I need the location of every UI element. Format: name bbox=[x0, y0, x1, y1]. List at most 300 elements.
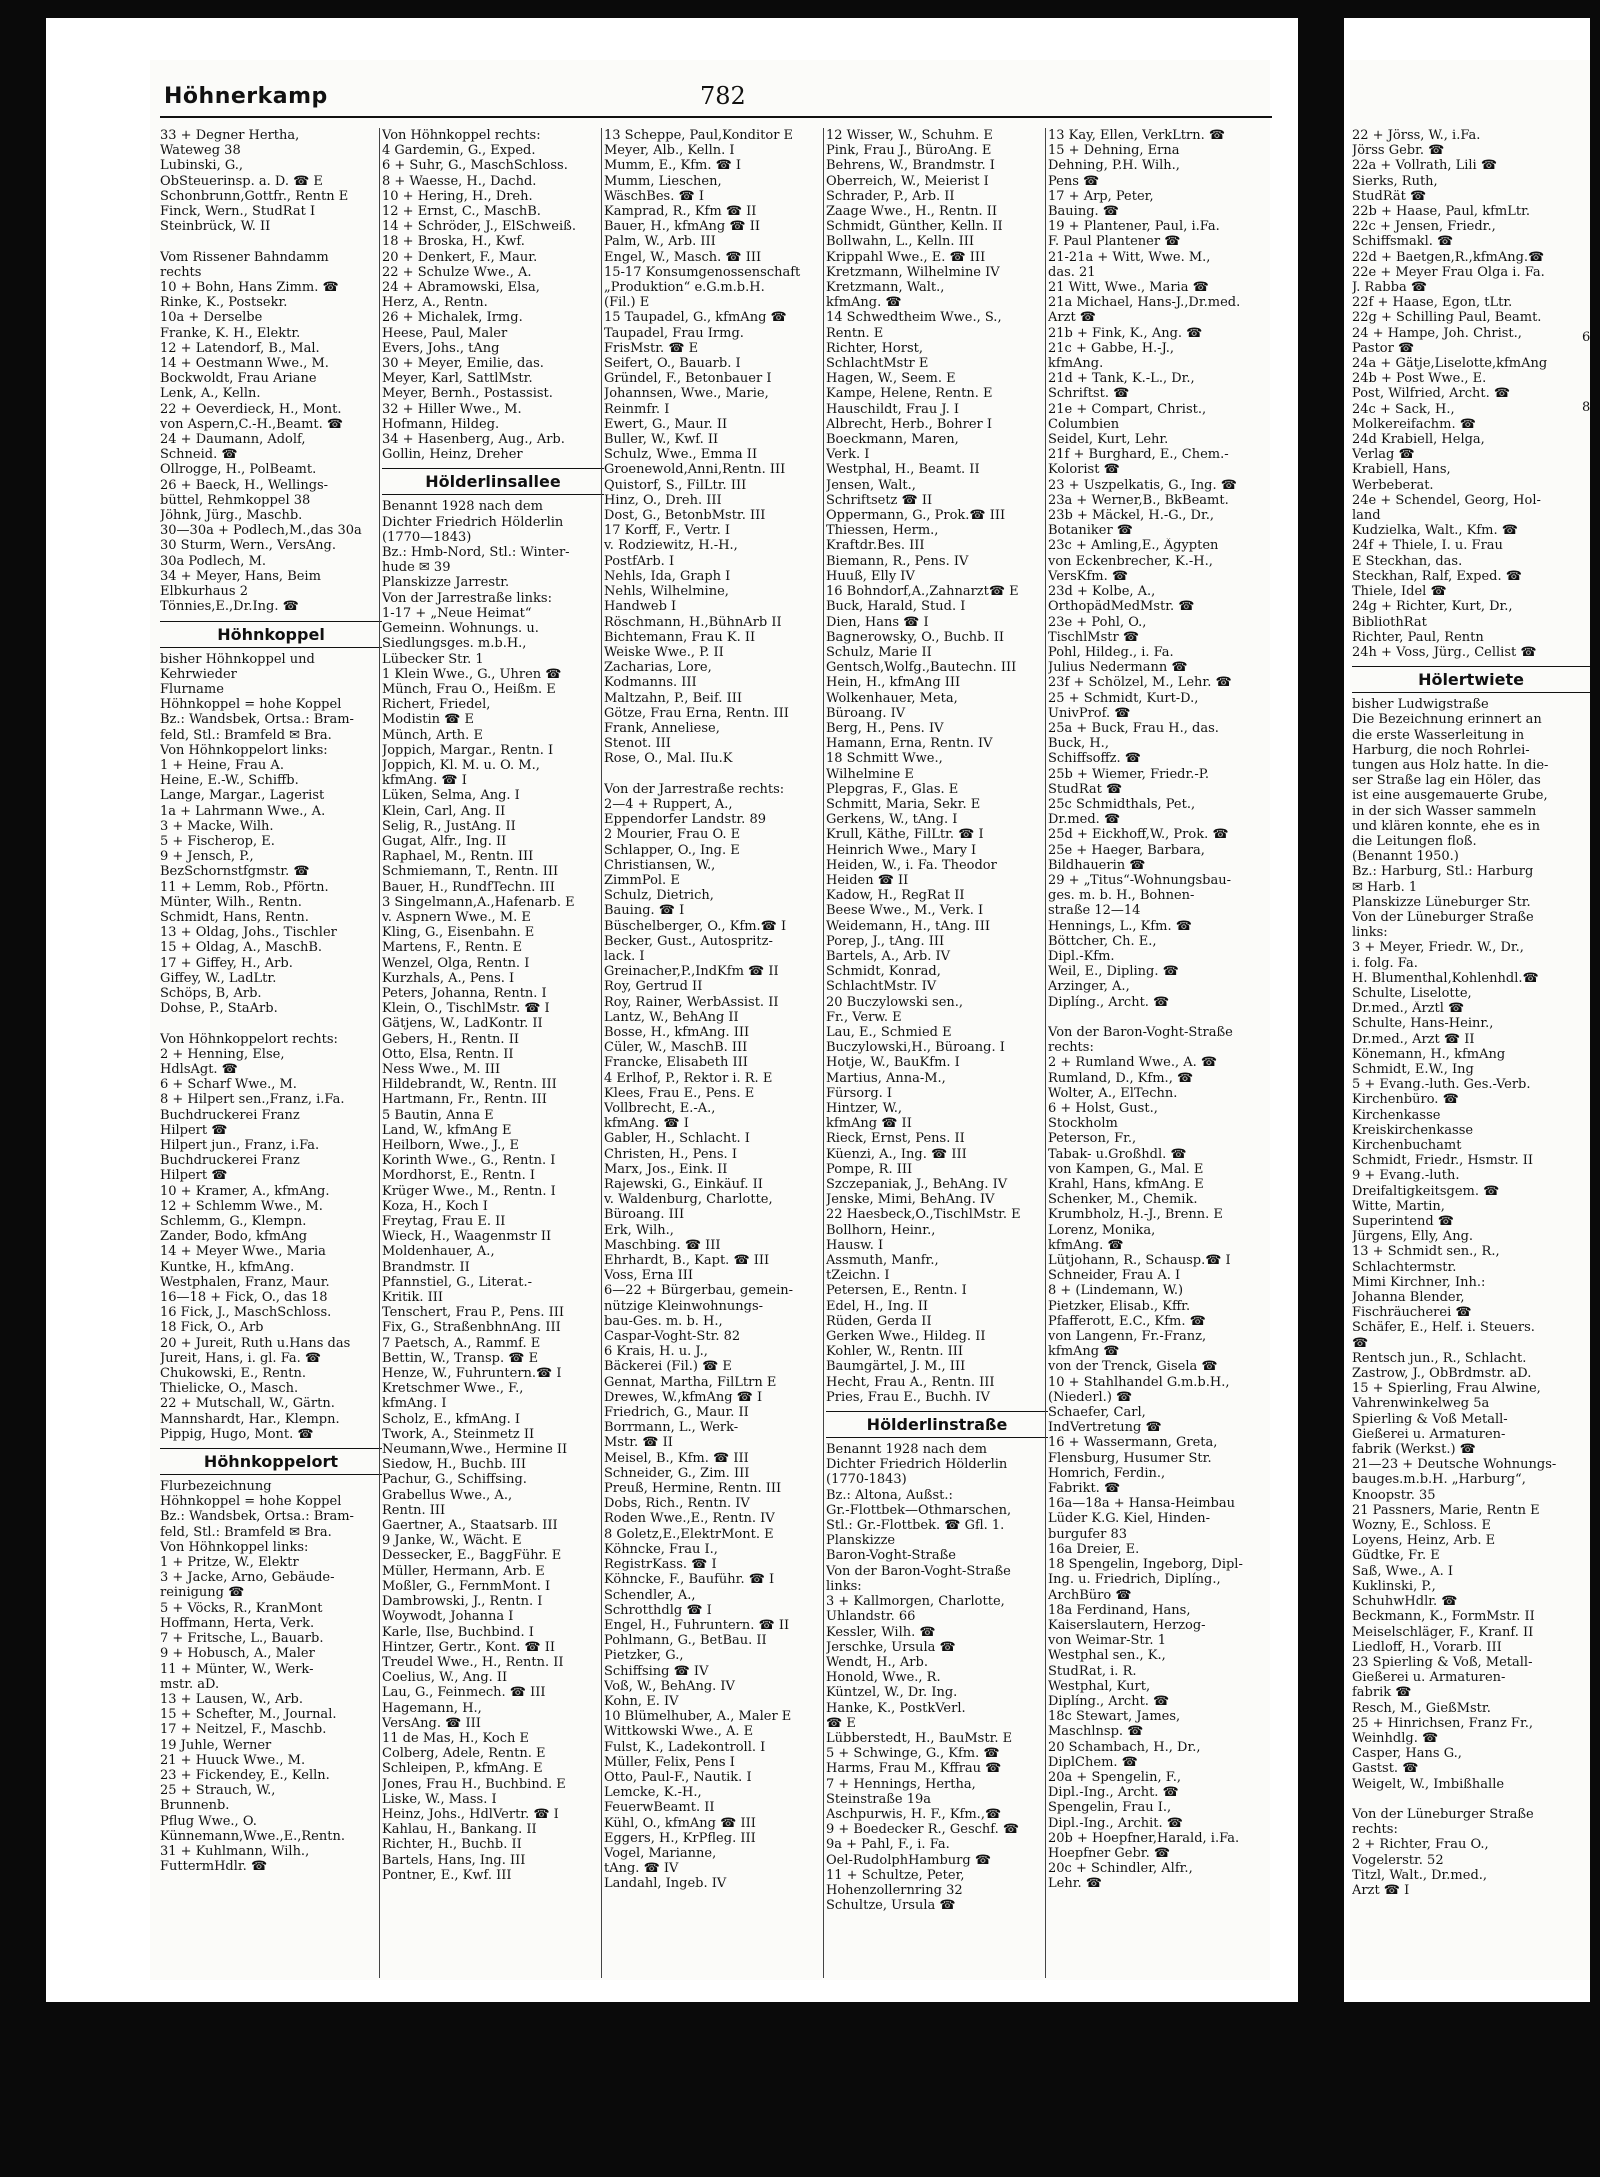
directory-entry: Richert, Friedel, bbox=[382, 697, 491, 713]
directory-entry: DiplChem. ☎ bbox=[1048, 1754, 1138, 1770]
directory-entry: Müller, Hermann, Arb. E bbox=[382, 1563, 545, 1579]
directory-entry: Tenschert, Frau P., Pens. III bbox=[382, 1305, 565, 1321]
directory-entry: Flurbezeichnung bbox=[160, 1479, 272, 1495]
directory-entry: 24d Krabiell, Helga, bbox=[1352, 432, 1485, 448]
directory-entry: 17 + Giffey, H., Arb. bbox=[160, 955, 293, 971]
directory-entry: Joppich, Margar., Rentn. I bbox=[382, 742, 554, 758]
directory-entry: 25e + Haeger, Barbara, bbox=[1048, 842, 1205, 858]
directory-entry: Lehr. ☎ bbox=[1048, 1876, 1102, 1892]
directory-entry: hude ✉ 39 bbox=[382, 560, 451, 576]
directory-entry: kfmAng. bbox=[1048, 356, 1104, 372]
directory-entry: von Weimar-Str. 1 bbox=[1048, 1633, 1166, 1649]
directory-entry: Lorenz, Monika, bbox=[1048, 1222, 1156, 1238]
directory-entry: Aschpurwis, H. F., Kfm.,☎ bbox=[826, 1806, 1002, 1822]
directory-entry: Schulz, Dietrich, bbox=[604, 888, 714, 904]
directory-entry: PostfArb. I bbox=[604, 553, 675, 569]
directory-entry: Homrich, Ferdin., bbox=[1048, 1465, 1166, 1481]
directory-entry: Dipl.-Ing., Archt. ☎ bbox=[1048, 1785, 1179, 1801]
directory-entry: Verk. I bbox=[826, 447, 870, 463]
directory-entry: 2 + Rumland Wwe., A. ☎ bbox=[1048, 1055, 1218, 1071]
directory-entry: Moldenhauer, A., bbox=[382, 1244, 495, 1260]
directory-entry: ser Straße lag ein Höler, das bbox=[1352, 773, 1541, 789]
directory-entry: kfmAng. ☎ bbox=[1048, 1237, 1124, 1253]
directory-entry: F. Paul Plantener ☎ bbox=[1048, 234, 1181, 250]
column-divider bbox=[1045, 128, 1046, 1978]
directory-entry: Modistin ☎ E bbox=[382, 712, 474, 728]
directory-entry: 9 + Evang.-luth. bbox=[1352, 1168, 1460, 1184]
directory-entry: Dost, G., BetonbMstr. III bbox=[604, 508, 766, 524]
directory-entry: Dien, Hans ☎ I bbox=[826, 614, 929, 630]
directory-entry: 6—22 + Bürgerbau, gemein- bbox=[604, 1283, 794, 1299]
directory-entry: 21b + Fink, K., Ang. ☎ bbox=[1048, 325, 1203, 341]
directory-entry: Koza, H., Koch I bbox=[382, 1198, 488, 1214]
directory-entry: kfmAng. ☎ I bbox=[604, 1116, 689, 1132]
directory-entry: Harms, Frau M., Kffrau ☎ bbox=[826, 1761, 1002, 1777]
directory-entry: Jureit, Hans, i. gl. Fa. ☎ bbox=[160, 1350, 322, 1366]
directory-entry: Wilhelmine E bbox=[826, 766, 914, 782]
directory-entry: Weidemann, H., tAng. III bbox=[826, 918, 990, 934]
directory-entry bbox=[1048, 1010, 1270, 1025]
directory-entry: Bauer, H., kfmAng ☎ II bbox=[604, 219, 760, 235]
directory-entry: Tönnies,E.,Dr.Ing. ☎ bbox=[160, 599, 299, 615]
directory-entry: 22a + Vollrath, Lili ☎ bbox=[1352, 158, 1498, 174]
directory-entry: 17 Korff, F., Vertr. I bbox=[604, 523, 731, 539]
directory-entry: Steckhan, Ralf, Exped. ☎ bbox=[1352, 568, 1522, 584]
directory-entry: Bauer, H., RundfTechn. III bbox=[382, 879, 555, 895]
directory-entry: Molkereifachm. ☎ bbox=[1352, 416, 1476, 432]
directory-entry: Vogelerstr. 52 bbox=[1352, 1852, 1444, 1868]
directory-entry: 6 + Holst, Gust., bbox=[1048, 1101, 1158, 1116]
directory-entry: in der sich Wasser sammeln bbox=[1352, 803, 1537, 819]
directory-entry: Voss, Erna III bbox=[604, 1268, 693, 1284]
directory-column-partial bbox=[1352, 128, 1590, 1898]
directory-entry: Neumann,Wwe., Hermine II bbox=[382, 1442, 568, 1458]
directory-entry: 12 + Schlemm Wwe., M. bbox=[160, 1198, 323, 1214]
directory-entry: 20 + Denkert, F., Maur. bbox=[382, 249, 538, 265]
directory-entry: Dr.med., Ärztl ☎ bbox=[1352, 1001, 1465, 1017]
directory-entry: Bz.: Altona, Außst.: bbox=[826, 1487, 953, 1503]
street-heading: Höhnkoppel bbox=[160, 621, 382, 648]
directory-entry: Bz.: Wandsbek, Ortsa.: Bram- bbox=[160, 1509, 354, 1525]
directory-entry: Kehrwieder bbox=[160, 666, 237, 682]
directory-entry: Vom Rissener Bahndamm bbox=[160, 249, 329, 265]
directory-entry: 24 + Abramowski, Elsa, bbox=[382, 280, 540, 296]
directory-entry: Lantz, W., BehAng II bbox=[604, 1009, 739, 1025]
directory-entry: Elbkurhaus 2 bbox=[160, 584, 249, 600]
directory-entry: Woywodt, Johanna I bbox=[382, 1609, 514, 1625]
directory-entry: 20c + Schindler, Alfr., bbox=[1048, 1861, 1193, 1877]
directory-entry: Gastst. ☎ bbox=[1352, 1761, 1419, 1777]
directory-entry: das. 21 bbox=[1048, 264, 1096, 280]
directory-entry: Palm, W., Arb. III bbox=[604, 234, 716, 250]
directory-entry: Gebers, H., Rentn. II bbox=[382, 1031, 519, 1047]
directory-entry: ObSteuerinsp. a. D. ☎ E bbox=[160, 173, 323, 189]
directory-entry: 26 + Michalek, Irmg. bbox=[382, 310, 523, 326]
directory-entry: Kirchenbuchamt bbox=[1352, 1138, 1462, 1153]
directory-entry: Weil, E., Dipling. ☎ bbox=[1048, 964, 1179, 980]
directory-entry: 19 Juhle, Werner bbox=[160, 1737, 272, 1753]
directory-entry: Kohler, W., Rentn. III bbox=[826, 1344, 964, 1360]
directory-entry: Berg, H., Pens. IV bbox=[826, 720, 944, 736]
directory-entry: Köhncke, F., Bauführ. ☎ I bbox=[604, 1572, 775, 1588]
directory-entry: 2—4 + Ruppert, A., bbox=[604, 796, 733, 812]
directory-entry: 13 Kay, Ellen, VerkLtrn. ☎ bbox=[1048, 128, 1226, 143]
directory-entry: Bz.: Harburg, Stl.: Harburg bbox=[1352, 864, 1534, 880]
directory-entry: Schrotthdlg ☎ I bbox=[604, 1602, 712, 1618]
directory-entry: die Leitungen floß. bbox=[1352, 833, 1477, 849]
directory-entry: Zastrow, J., ObBrdmstr. aD. bbox=[1352, 1366, 1532, 1382]
directory-entry: Brandmstr. II bbox=[382, 1259, 470, 1275]
directory-entry: Hotje, W., BauKfm. I bbox=[826, 1055, 960, 1071]
directory-entry: Heiden, W., i. Fa. Theodor bbox=[826, 857, 997, 873]
directory-entry: Von Höhnkoppelort rechts: bbox=[160, 1031, 338, 1047]
directory-entry: ges. m. b. H., Bohnen- bbox=[1048, 888, 1195, 904]
directory-entry: BibliothRat bbox=[1352, 614, 1427, 630]
directory-entry: Schulz, Marie II bbox=[826, 644, 932, 660]
directory-entry: 10 + Kramer, A., kfmAng. bbox=[160, 1183, 330, 1199]
directory-entry: feld, Stl.: Bramfeld ✉ Bra. bbox=[160, 727, 332, 743]
directory-entry: 9a + Pahl, F., i. Fa. bbox=[826, 1837, 950, 1853]
directory-entry: Pohl, Hildeg., i. Fa. bbox=[1048, 644, 1174, 660]
directory-entry: 22c + Jensen, Friedr., bbox=[1352, 219, 1496, 235]
directory-entry: Herz, A., Rentn. bbox=[382, 295, 488, 311]
directory-entry: Von Höhnkoppel links: bbox=[160, 1539, 309, 1555]
street-heading: Hölertwiete bbox=[1352, 666, 1590, 693]
directory-entry: Westphal, Kurt, bbox=[1048, 1678, 1151, 1694]
directory-entry: Dehning, P.H. Wilh., bbox=[1048, 158, 1180, 174]
directory-entry: „Produktion“ e.G.m.b.H. bbox=[604, 280, 765, 296]
directory-entry: von Kampen, G., Mal. E bbox=[1048, 1161, 1204, 1177]
directory-entry: Bäckerei (Fil.) ☎ E bbox=[604, 1359, 732, 1375]
directory-entry: Roy, Rainer, WerbAssist. II bbox=[604, 994, 779, 1010]
directory-entry: Siedlungsges. m.b.H., bbox=[382, 636, 527, 652]
directory-entry: büttel, Rehmkoppel 38 bbox=[160, 492, 311, 508]
directory-entry: Götze, Frau Erna, Rentn. III bbox=[604, 705, 789, 721]
directory-entry: Lau, E., Schmied E bbox=[826, 1024, 952, 1040]
directory-entry: Landahl, Ingeb. IV bbox=[604, 1876, 727, 1892]
directory-entry: Schmidt, Friedr., Hsmstr. II bbox=[1352, 1153, 1533, 1169]
directory-entry: Kampe, Helene, Rentn. E bbox=[826, 386, 993, 402]
directory-entry: bauges.m.b.H. „Harburg“, bbox=[1352, 1472, 1526, 1488]
directory-entry: Meiselschläger, F., Kranf. II bbox=[1352, 1624, 1534, 1640]
directory-entry: mstr. aD. bbox=[160, 1676, 220, 1692]
directory-entry: OrthopädMedMstr. ☎ bbox=[1048, 599, 1195, 615]
directory-entry: Hofmann, Hildeg. bbox=[382, 416, 500, 432]
directory-entry: 4 Erlhof, P., Rektor i. R. E bbox=[604, 1070, 773, 1086]
directory-entry: 14 + Oestmann Wwe., M. bbox=[160, 356, 329, 372]
directory-entry: Friedrich, G., Maur. II bbox=[604, 1405, 749, 1421]
directory-column bbox=[604, 128, 826, 1988]
directory-entry: Maschlnsp. ☎ bbox=[1048, 1724, 1144, 1740]
directory-entry: Schmidt, Hans, Rentn. bbox=[160, 909, 309, 925]
directory-entry: Ness Wwe., M. III bbox=[382, 1061, 501, 1077]
directory-entry: Heine, E.-W., Schiffb. bbox=[160, 773, 299, 789]
directory-entry: 18 Fick, O., Arb bbox=[160, 1320, 264, 1336]
directory-entry: kfmAng ☎ bbox=[1048, 1344, 1120, 1360]
directory-entry: Wendt, H., Arb. bbox=[826, 1654, 928, 1670]
directory-entry: Schaefer, Carl, bbox=[1048, 1405, 1146, 1421]
directory-entry: Dichter Friedrich Hölderlin bbox=[382, 514, 564, 530]
directory-entry: Dambrowski, J., Rentn. I bbox=[382, 1594, 543, 1610]
book-gutter bbox=[1298, 0, 1344, 2010]
directory-entry: und klären konnte, ehe es in bbox=[1352, 818, 1540, 834]
directory-entry: Schmidt, Konrad, bbox=[826, 964, 941, 980]
directory-entry: Pontner, E., Kwf. III bbox=[382, 1867, 512, 1883]
directory-entry: Bartels, A., Arb. IV bbox=[826, 948, 951, 964]
directory-entry: Höhnkoppel = hohe Koppel bbox=[160, 1494, 342, 1510]
directory-entry: Kritik. III bbox=[382, 1290, 444, 1306]
directory-entry: 9 + Boedecker R., Geschf. ☎ bbox=[826, 1822, 1020, 1838]
directory-entry: Selig, R., JustAng. II bbox=[382, 818, 516, 834]
directory-entry: 25a + Buck, Frau H., das. bbox=[1048, 720, 1219, 736]
directory-entry: E Steckhan, das. bbox=[1352, 553, 1463, 569]
directory-entry: Nehls, Wilhelmine, bbox=[604, 584, 729, 600]
directory-entry: Botaniker ☎ bbox=[1048, 523, 1133, 539]
directory-entry: 16 Bohndorf,A.,Zahnarzt☎ E bbox=[826, 584, 1019, 600]
directory-entry: Rieck, Ernst, Pens. II bbox=[826, 1131, 965, 1147]
directory-column bbox=[160, 128, 382, 1988]
directory-entry: Moßler, G., FernmMont. I bbox=[382, 1578, 551, 1594]
directory-column bbox=[826, 128, 1048, 1988]
directory-entry: Schenker, M., Chemik. bbox=[1048, 1192, 1198, 1208]
directory-entry: 11 + Schultze, Peter, bbox=[826, 1867, 965, 1883]
directory-entry: 10 + Bohn, Hans Zimm. ☎ bbox=[160, 280, 339, 296]
directory-entry: 2 + Richter, Frau O., bbox=[1352, 1837, 1489, 1853]
directory-entry: Bz.: Wandsbek, Ortsa.: Bram- bbox=[160, 712, 354, 728]
directory-entry: Titzl, Walt., Dr.med., bbox=[1352, 1867, 1488, 1883]
directory-entry: Kamprad, R., Kfm ☎ II bbox=[604, 204, 757, 220]
directory-entry: Krumbholz, H.-J., Brenn. E bbox=[1048, 1207, 1223, 1223]
directory-entry: v. Rodziewitz, H.-H., bbox=[604, 538, 738, 554]
directory-entry: Huuß, Elly IV bbox=[826, 568, 915, 584]
directory-entry: Köhncke, Frau I., bbox=[604, 1541, 718, 1557]
directory-entry: 25b + Wiemer, Friedr.-P. bbox=[1048, 766, 1210, 782]
directory-entry: Oppermann, G., Prok.☎ III bbox=[826, 508, 1006, 524]
directory-entry: Lütjohann, R., Schausp.☎ I bbox=[1048, 1253, 1231, 1269]
directory-entry: Büschelberger, O., Kfm.☎ I bbox=[604, 918, 787, 934]
directory-entry: Roden Wwe.,E., Rentn. IV bbox=[604, 1511, 775, 1527]
directory-entry: Westphalen, Franz, Maur. bbox=[160, 1274, 330, 1290]
directory-entry: Behrens, W., Brandmstr. I bbox=[826, 158, 995, 174]
directory-column bbox=[1048, 128, 1270, 1988]
directory-entry: 18a Ferdinand, Hans, bbox=[1048, 1602, 1191, 1618]
directory-entry: rechts bbox=[160, 264, 202, 280]
directory-entry: Martius, Anna-M., bbox=[826, 1070, 946, 1086]
directory-entry: 25 + Hinrichsen, Franz Fr., bbox=[1352, 1715, 1534, 1731]
directory-entry: WäschBes. ☎ I bbox=[604, 188, 704, 204]
directory-entry: Schendler, A., bbox=[604, 1587, 696, 1603]
directory-entry: Schäfer, E., Helf. i. Steuers. bbox=[1352, 1320, 1535, 1336]
directory-entry: Von der Baron-Voght-Straße bbox=[1048, 1024, 1233, 1040]
directory-entry: Coelius, W., Ang. II bbox=[382, 1670, 508, 1686]
directory-entry: 1a + Lahrmann Wwe., A. bbox=[160, 803, 326, 819]
directory-entry: 11 + Münter, W., Werk- bbox=[160, 1661, 314, 1677]
directory-entry: 15 + Schefter, M., Journal. bbox=[160, 1707, 337, 1723]
directory-entry: Buck, Harald, Stud. I bbox=[826, 599, 966, 615]
directory-entry: Rüden, Gerda II bbox=[826, 1313, 932, 1329]
directory-entry: Kirchenkasse bbox=[1352, 1107, 1441, 1123]
directory-entry: Klein, Carl, Ang. II bbox=[382, 803, 506, 819]
directory-entry: J. Rabba ☎ bbox=[1352, 280, 1428, 296]
directory-entry: Müller, Felix, Pens I bbox=[604, 1754, 735, 1770]
directory-entry: Kolorist ☎ bbox=[1048, 462, 1120, 478]
directory-entry: Lübberstedt, H., BauMstr. E bbox=[826, 1730, 1013, 1746]
directory-entry: Kohn, E. IV bbox=[604, 1693, 679, 1709]
directory-entry: Kahlau, H., Bankang. II bbox=[382, 1822, 537, 1838]
directory-entry: Mimi Kirchner, Inh.: bbox=[1352, 1274, 1486, 1290]
directory-entry: 15 + Spierling, Frau Alwine, bbox=[1352, 1381, 1541, 1397]
directory-entry: Pompe, R. III bbox=[826, 1161, 913, 1177]
directory-entry: 13 + Schmidt sen., R., bbox=[1352, 1244, 1500, 1260]
directory-entry: Oel-RudolphHamburg ☎ bbox=[826, 1852, 992, 1868]
directory-entry: 23b + Mäckel, H.-G., Dr., bbox=[1048, 508, 1215, 524]
directory-entry: Gründel, F., Betonbauer I bbox=[604, 371, 772, 387]
directory-entry: Pohlmann, G., BetBau. II bbox=[604, 1633, 767, 1649]
directory-entry: Schmidt, Günther, Kelln. II bbox=[826, 219, 1003, 235]
directory-entry: 23e + Pohl, O., bbox=[1048, 614, 1147, 630]
directory-entry: 15 Taupadel, G., kfmAng ☎ bbox=[604, 310, 787, 326]
directory-entry: Kodmanns. III bbox=[604, 675, 697, 691]
column-divider bbox=[823, 128, 824, 1978]
directory-entry: Oberreich, W., Meierist I bbox=[826, 173, 989, 189]
directory-entry: Frank, Anneliese, bbox=[604, 720, 720, 736]
directory-entry: Von der Jarrestraße rechts: bbox=[604, 781, 785, 797]
running-header bbox=[160, 82, 1272, 118]
directory-entry: Pietzker, Elisab., Kffr. bbox=[1048, 1298, 1191, 1314]
directory-entry: Assmuth, Manfr., bbox=[826, 1253, 939, 1269]
directory-entry: von Eckenbrecher, K.-H., bbox=[1048, 553, 1213, 569]
next-page-fragment: 6 bbox=[1582, 330, 1590, 345]
directory-entry: 5 Bautin, Anna E bbox=[382, 1107, 494, 1123]
directory-entry: Pietzker, G., bbox=[604, 1648, 684, 1664]
directory-entry: Reinmfr. I bbox=[604, 401, 670, 417]
directory-entry: 14 + Schröder, J., ElSchweiß. bbox=[382, 219, 576, 235]
directory-entry: Preuß, Hermine, Rentn. III bbox=[604, 1481, 782, 1497]
directory-entry: IndVertretung ☎ bbox=[1048, 1420, 1162, 1436]
directory-entry: Spengelin, Frau I., bbox=[1048, 1800, 1172, 1816]
directory-entry: (1770-1843) bbox=[826, 1472, 907, 1488]
directory-entry: Meyer, Alb., Kelln. I bbox=[604, 143, 735, 159]
directory-entry: Arzinger, A., bbox=[1048, 979, 1130, 995]
directory-entry: Von der Jarrestraße links: bbox=[382, 590, 552, 606]
directory-entry: Weinhdlg. ☎ bbox=[1352, 1730, 1439, 1746]
directory-entry: Nehls, Ida, Graph I bbox=[604, 568, 731, 584]
directory-entry: Kretzmann, Walt., bbox=[826, 280, 945, 296]
directory-entry: v. Aspnern Wwe., M. E bbox=[382, 909, 531, 925]
directory-entry: 23a + Werner,B., BkBeamt. bbox=[1048, 492, 1229, 508]
directory-entry: Kessler, Wilh. ☎ bbox=[826, 1624, 936, 1640]
directory-entry: 20 + Jureit, Ruth u.Hans das bbox=[160, 1335, 351, 1351]
directory-entry: Diplíng., Archt. ☎ bbox=[1048, 994, 1170, 1010]
directory-entry: 13 + Oldag, Johs., Tischler bbox=[160, 925, 337, 941]
directory-entry: Peters, Johanna, Rentn. I bbox=[382, 985, 547, 1001]
directory-entry: Maltzahn, P., Beif. III bbox=[604, 690, 742, 706]
directory-entry: Flensburg, Husumer Str. bbox=[1048, 1450, 1212, 1466]
directory-entry: Greinacher,P.,IndKfm ☎ II bbox=[604, 964, 779, 980]
directory-entry: 21c + Gabbe, H.-J., bbox=[1048, 340, 1175, 356]
directory-entry: Bartels, Hans, Ing. III bbox=[382, 1852, 526, 1868]
directory-entry: Planskizze Lüneburger Str. bbox=[1352, 894, 1531, 910]
street-header: Höhnerkamp bbox=[164, 84, 328, 109]
directory-entry: Thiele, Idel ☎ bbox=[1352, 584, 1447, 600]
directory-entry: Hagemann, H., bbox=[382, 1700, 482, 1716]
directory-entry: Gerkens, W., tAng. I bbox=[826, 812, 958, 828]
directory-entry: 33 + Degner Hertha, bbox=[160, 128, 300, 143]
directory-entry: Lau, G., Feinmech. ☎ III bbox=[382, 1685, 546, 1701]
directory-entry: Francke, Elisabeth III bbox=[604, 1055, 748, 1071]
directory-entry: Rentn. III bbox=[382, 1502, 446, 1518]
directory-entry: Zaage Wwe., H., Rentn. II bbox=[826, 204, 997, 220]
directory-entry: Buczylowski,H., Büroang. I bbox=[826, 1040, 1005, 1056]
directory-entry: Wateweg 38 bbox=[160, 143, 241, 159]
directory-entry: Harburg, die noch Rohrlei- bbox=[1352, 742, 1530, 758]
directory-entry: Meisel, B., Kfm. ☎ III bbox=[604, 1450, 749, 1466]
directory-entry: Heinz, Johs., HdlVertr. ☎ I bbox=[382, 1806, 559, 1822]
directory-entry: Steinstraße 19a bbox=[826, 1791, 932, 1807]
directory-entry: 21d + Tank, K.-L., Dr., bbox=[1048, 371, 1195, 387]
directory-entry: 8 + (Lindemann, W.) bbox=[1048, 1283, 1184, 1299]
directory-entry: Steinbrück, W. II bbox=[160, 219, 271, 235]
directory-entry: ☎ E bbox=[826, 1715, 856, 1731]
directory-entry: kfmAng. I bbox=[382, 1396, 447, 1412]
directory-entry: 23 + Fickendey, E., Kelln. bbox=[160, 1767, 330, 1783]
directory-entry: kfmAng. ☎ I bbox=[382, 773, 467, 789]
directory-entry: 3 + Meyer, Friedr. W., Dr., bbox=[1352, 940, 1524, 956]
directory-entry: Cüler, W., MaschB. III bbox=[604, 1040, 748, 1056]
directory-entry: 18 + Broska, H., Kwf. bbox=[382, 234, 525, 250]
directory-entry: Hamann, Erna, Rentn. IV bbox=[826, 736, 993, 752]
directory-entry: Mstr. ☎ II bbox=[604, 1435, 673, 1451]
directory-entry: Resch, M., GießMstr. bbox=[1352, 1700, 1491, 1716]
directory-entry: Mordhorst, E., Rentn. I bbox=[382, 1168, 535, 1184]
directory-entry: Büroang. III bbox=[604, 1207, 685, 1223]
directory-entry: Otto, Paul-F., Nautik. I bbox=[604, 1769, 752, 1785]
directory-entry: 16 + Wassermann, Greta, bbox=[1048, 1435, 1218, 1451]
directory-entry: Schlemm, G., Klempn. bbox=[160, 1214, 307, 1230]
directory-entry: rechts: bbox=[1048, 1040, 1094, 1056]
directory-entry: Becker, Gust., Autospritz- bbox=[604, 933, 773, 949]
directory-entry: bisher Höhnkoppel und bbox=[160, 651, 315, 667]
directory-entry: Dr.med., Arzt ☎ II bbox=[1352, 1031, 1475, 1047]
directory-entry: Jones, Frau H., Buchbind. E bbox=[382, 1776, 566, 1792]
directory-entry: RegistrKass. ☎ I bbox=[604, 1557, 717, 1573]
directory-entry: Petersen, E., Rentn. I bbox=[826, 1283, 967, 1299]
scan-border-left bbox=[0, 0, 46, 2177]
page-number: 782 bbox=[700, 82, 746, 110]
directory-entry: Porep, J., tAng. III bbox=[826, 933, 945, 949]
directory-entry: Jenske, Mimi, BehAng. IV bbox=[826, 1192, 995, 1208]
directory-entry: 22 + Schulze Wwe., A. bbox=[382, 264, 532, 280]
directory-entry: 24h + Voss, Jürg., Cellist ☎ bbox=[1352, 644, 1537, 660]
directory-entry: Lange, Margar., Lagerist bbox=[160, 788, 325, 804]
directory-entry: Schlapper, O., Ing. E bbox=[604, 842, 740, 858]
directory-entry: Post, Wilfried, Archt. ☎ bbox=[1352, 386, 1511, 402]
directory-entry: Ollrogge, H., PolBeamt. bbox=[160, 462, 317, 478]
directory-entry: 1 Klein Wwe., G., Uhren ☎ bbox=[382, 666, 562, 682]
directory-entry: Uhlandstr. 66 bbox=[826, 1609, 916, 1625]
directory-entry: 30a Podlech, M. bbox=[160, 553, 267, 569]
directory-entry: Mumm, Lieschen, bbox=[604, 173, 722, 189]
directory-entry: Caspar-Voght-Str. 82 bbox=[604, 1329, 741, 1345]
directory-entry: Julius Nedermann ☎ bbox=[1048, 660, 1188, 676]
directory-entry: 22 + Jörss, W., i.Fa. bbox=[1352, 128, 1481, 143]
directory-entry: Jensen, Walt., bbox=[826, 477, 916, 493]
directory-entry: 14 + Meyer Wwe., Maria bbox=[160, 1244, 326, 1260]
directory-entry: Pflug Wwe., O. bbox=[160, 1813, 257, 1829]
directory-entry: Edel, H., Ing. II bbox=[826, 1298, 929, 1314]
directory-entry: 23d + Kolbe, A., bbox=[1048, 584, 1156, 600]
directory-entry bbox=[160, 1016, 382, 1031]
